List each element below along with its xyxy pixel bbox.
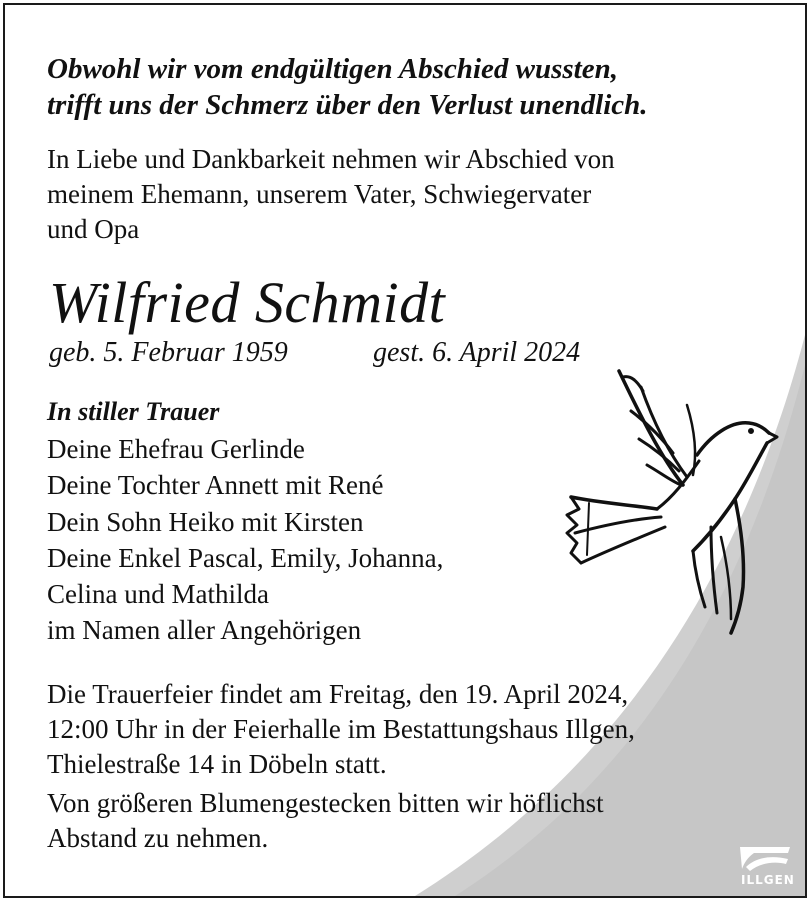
service-line-4: Von größeren Blumengestecken bitten wir höflichst (47, 788, 604, 818)
mourner-line: Deine Enkel Pascal, Emily, Johanna, (47, 543, 444, 573)
service-line-3: Thielestraße 14 in Döbeln statt. (47, 749, 387, 779)
mourner-line: im Namen aller Angehörigen (47, 615, 362, 645)
intro-line-3: und Opa (47, 214, 140, 244)
intro-line-2: meinem Ehemann, unserem Vater, Schwiegervater (47, 179, 592, 209)
mourner-line: Celina und Mathilda (47, 579, 269, 609)
mourner-line: Deine Ehefrau Gerlinde (47, 434, 305, 464)
service-line-1: Die Trauerfeier findet am Freitag, den 19. April 2024, (47, 679, 629, 709)
death-date: gest. 6. April 2024 (373, 337, 581, 368)
mourner-line: Deine Tochter Annett mit René (47, 470, 384, 500)
logo-text: ILLGEN (741, 873, 795, 887)
dove-icon (561, 357, 781, 642)
intro-line-1: In Liebe und Dankbarkeit nehmen wir Abschied von (47, 144, 615, 174)
deceased-name: Wilfried Schmidt (49, 270, 446, 335)
mourner-line: Dein Sohn Heiko mit Kirsten (47, 507, 364, 537)
mourners-heading: In stiller Trauer (47, 397, 220, 426)
birth-date: geb. 5. Februar 1959 (49, 337, 288, 368)
service-line-5: Abstand zu nehmen. (47, 823, 269, 853)
motto-line-1: Obwohl wir vom endgültigen Abschied wussten, (47, 53, 618, 85)
service-line-2: 12:00 Uhr in der Feierhalle im Bestattungshaus Illgen, (47, 714, 635, 744)
motto-line-2: trifft uns der Schmerz über den Verlust unendlich. (47, 89, 648, 121)
obituary-card (3, 3, 807, 898)
